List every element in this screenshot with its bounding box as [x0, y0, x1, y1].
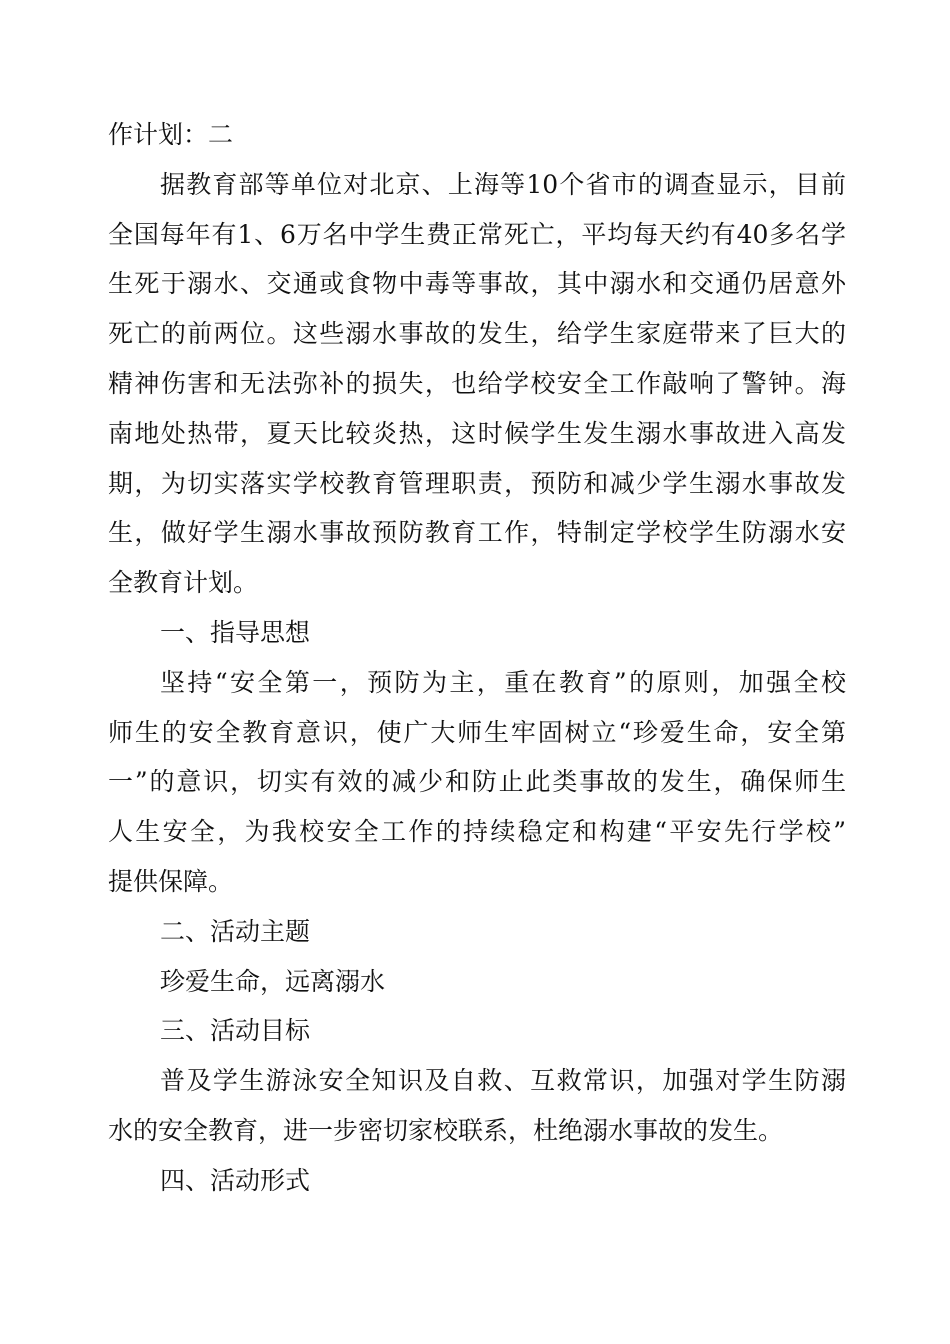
paragraph-guiding-line: 一”的意识，切实有效的减少和防止此类事故的发生，确保师生 [108, 767, 846, 797]
paragraph-intro-line: 据教育部等单位对北京、上海等10个省市的调查显示，目前 [160, 169, 846, 199]
paragraph-intro-line: 生，做好学生溺水事故预防教育工作，特制定学校学生防溺水安 [108, 518, 846, 548]
section-heading-activity-goal: 三、活动目标 [160, 1016, 311, 1046]
paragraph-goal-line: 普及学生游泳安全知识及自救、互救常识，加强对学生防溺 [160, 1066, 846, 1096]
paragraph-intro-line: 死亡的前两位。这些溺水事故的发生，给学生家庭带来了巨大的 [108, 319, 846, 349]
paragraph-intro-line: 全教育计划。 [108, 568, 259, 598]
paragraph-guiding-line: 提供保障。 [108, 866, 234, 896]
section-heading-activity-form: 四、活动形式 [160, 1165, 311, 1195]
paragraph-intro-line: 生死于溺水、交通或食物中毒等事故，其中溺水和交通仍居意外 [108, 269, 846, 299]
text-line-continuation: 作计划：二 [108, 120, 234, 149]
paragraph-guiding-line: 人生安全，为我校安全工作的持续稳定和构建“平安先行学校” [108, 817, 846, 847]
section-heading-activity-theme: 二、活动主题 [160, 916, 311, 946]
paragraph-intro-line: 全国每年有1、6万名中学生费正常死亡，平均每天约有40多名学 [108, 219, 846, 249]
paragraph-intro-line: 期，为切实落实学校教育管理职责，预防和减少学生溺水事故发 [108, 468, 846, 498]
paragraph-intro-line: 精神伤害和无法弥补的损失，也给学校安全工作敲响了警钟。海 [108, 368, 846, 398]
document-body [108, 110, 846, 1206]
paragraph-goal-line: 水的安全教育，进一步密切家校联系，杜绝溺水事故的发生。 [108, 1115, 784, 1145]
paragraph-intro-line: 南地处热带，夏天比较炎热，这时候学生发生溺水事故进入高发 [108, 418, 846, 448]
paragraph-theme-line: 珍爱生命，远离溺水 [160, 966, 386, 996]
paragraph-guiding-line: 师生的安全教育意识，使广大师生牢固树立“珍爱生命，安全第 [108, 717, 846, 747]
section-heading-guiding-thought: 一、指导思想 [160, 617, 311, 647]
paragraph-guiding-line: 坚持“安全第一，预防为主，重在教育”的原则，加强全校 [160, 667, 846, 697]
